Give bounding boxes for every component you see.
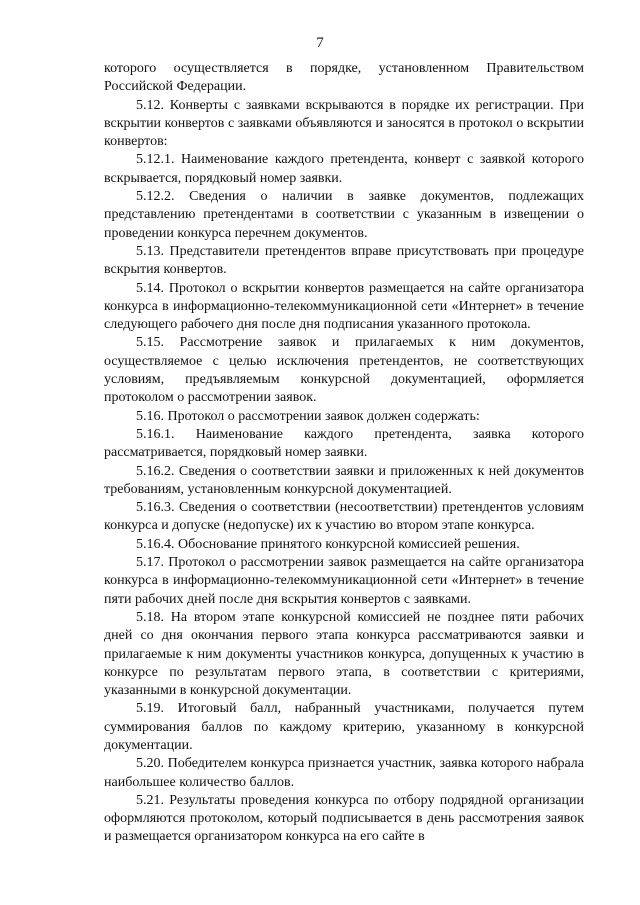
paragraph: 5.15. Рассмотрение заявок и прилагаемых к ним документов, осуществляемое с целью исключения претендентов, не соответствующих условиям, предъявляемым конкурсной документацией, оформляется протоколом о рассмотрении заявок. bbox=[104, 335, 584, 406]
paragraph: которого осуществляется в порядке, установленном Правительством Российской Федерации. bbox=[104, 61, 584, 95]
paragraph: 5.21. Результаты проведения конкурса по отбору подрядной организации оформляются протоколом, который подписывается в день рассмотрения заявок и размещается организатором конкурса на его сайте в bbox=[104, 792, 584, 845]
paragraph: 5.19. Итоговый балл, набранный участниками, получается путем суммирования баллов по каждому критерию, указанному в конкурсной документации. bbox=[104, 701, 584, 753]
paragraph: 5.13. Представители претендентов вправе присутствовать при процедуре вскрытия конвертов. bbox=[104, 243, 584, 278]
paragraph: 5.16.3. Сведения о соответствии (несоответствии) претендентов условиям конкурса и допуске (недопуске) их к участию во втором этапе конкурса. bbox=[104, 500, 584, 534]
paragraph: 5.14. Протокол о вскрытии конвертов размещается на сайте организатора конкурса в информационно-телекоммуникационной сети «Интернет» в течение следующего рабочего дня после дня подписания указанного протокола. bbox=[104, 280, 584, 333]
paragraph: 5.16.4. Обоснование принятого конкурсной комиссией решения. bbox=[136, 536, 520, 552]
paragraph: 5.12.1. Наименование каждого претендента, конверт с заявкой которого вскрывается, порядковый номер заявки. bbox=[104, 152, 584, 186]
document-body bbox=[104, 60, 584, 847]
paragraph: 5.16.2. Сведения о соответствии заявки и приложенных к ней документов требованиям, установленным конкурсной документацией. bbox=[104, 463, 584, 497]
paragraph: 5.18. На втором этапе конкурсной комиссией не позднее пяти рабочих дней со дня окончания первого этапа конкурса рассматриваются заявки и прилагаемые к ним документы участников конкурса, допущенных к участию в конкурсе по результатам первого этапа, в соответствии с критериями, указанными в конкурсной документации. bbox=[104, 609, 584, 699]
paragraph: 5.16. Протокол о рассмотрении заявок должен содержать: bbox=[136, 408, 480, 424]
paragraph: 5.12.2. Сведения о наличии в заявке документов, подлежащих представлению претендентами в соответствии с указанным в извещении о проведении конкурса перечнем документов. bbox=[104, 189, 584, 241]
page-number: 7 bbox=[316, 35, 324, 51]
paragraph: 5.12. Конверты с заявками вскрываются в порядке их регистрации. При вскрытии конвертов с заявками объявляются и заносятся в протокол о вскрытии конвертов: bbox=[104, 97, 584, 150]
paragraph: 5.17. Протокол о рассмотрении заявок размещается на сайте организатора конкурса в информационно-телекоммуникационной сети «Интернет» в течение пяти рабочих дней после дня вскрытия конвертов с заявками. bbox=[104, 555, 584, 607]
paragraph: 5.16.1. Наименование каждого претендента, заявка которого рассматривается, порядковый номер заявки. bbox=[104, 426, 584, 461]
paragraph: 5.20. Победителем конкурса признается участник, заявка которого набрала наибольшее количество баллов. bbox=[104, 756, 584, 790]
